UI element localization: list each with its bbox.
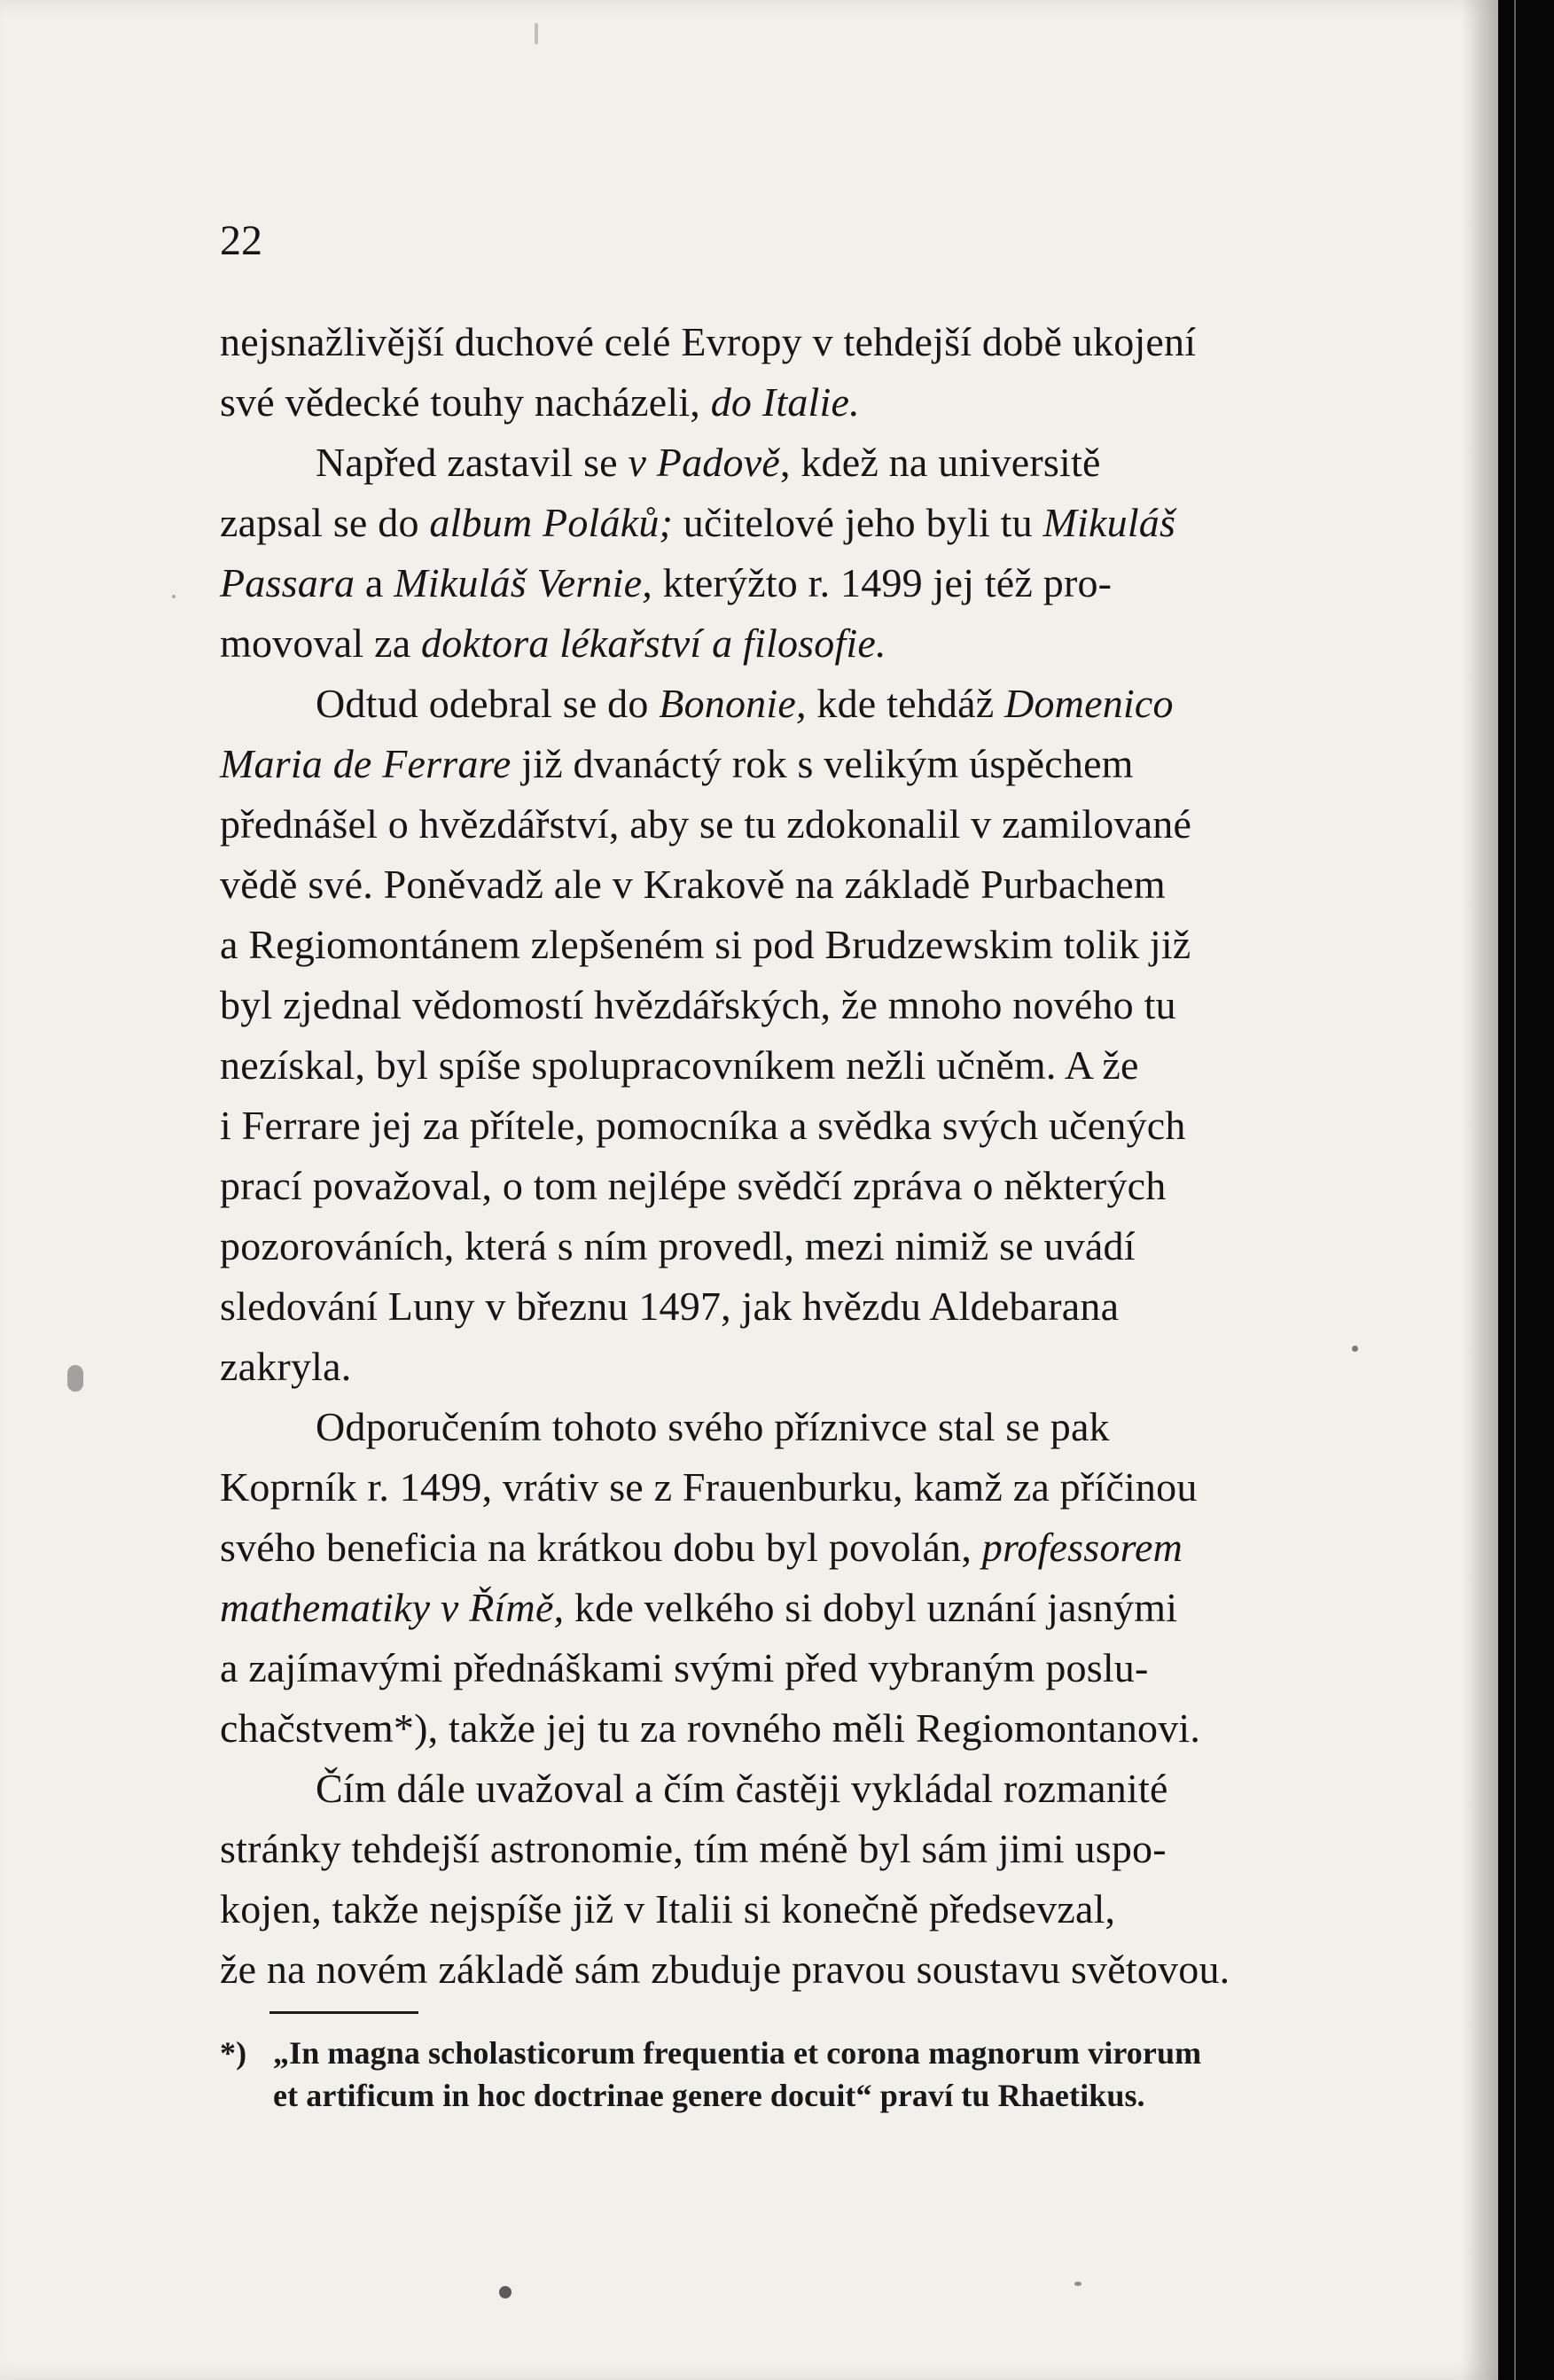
- scanner-dark-border: [1498, 0, 1554, 2380]
- line-21-prefix: svého beneficia na krátkou dobu byl povolán,: [220, 1525, 982, 1570]
- line-10: vědě své. Poněvadž ale v Krakově na základě Purbachem: [220, 862, 1166, 907]
- line-26: stránky tehdejší astronomie, tím méně byl sám jimi uspo-: [220, 1826, 1167, 1871]
- line-3-suffix: , kdež na universitě: [779, 440, 1101, 485]
- paragraph-5: [220, 1759, 1324, 2000]
- line-19: Odporučením tohoto svého příznivce stal se pak: [316, 1404, 1110, 1449]
- footnote-marker: *): [220, 2035, 247, 2071]
- line-5-suffix: kterýžto r. 1499 jej též pro-: [652, 560, 1113, 605]
- line-5-italic-2: Mikuláš Vernie,: [394, 560, 652, 605]
- line-11: a Regiomontánem zlepšeném si pod Brudzewskim tolik již: [220, 922, 1191, 967]
- page-edge-shadow: [1461, 0, 1498, 2380]
- line-21-italic: professorem: [981, 1525, 1183, 1570]
- line-5-middle: a: [355, 560, 394, 605]
- line-16: pozorováních, která s ním provedl, mezi nimiž se uvádí: [220, 1223, 1136, 1268]
- paragraph-4: [220, 1397, 1324, 1759]
- line-23: a zajímavými přednáškami svými před vybraným poslu-: [220, 1645, 1149, 1690]
- paragraph-1: [220, 312, 1324, 433]
- footnote-rule: [269, 2011, 418, 2014]
- line-7-italic-2: Domenico: [1004, 681, 1174, 726]
- line-20: Koprník r. 1499, vrátiv se z Frauenburku, kamž za příčinou: [220, 1464, 1198, 1510]
- line-4-prefix: zapsal se do: [220, 500, 430, 545]
- line-25: Čím dále uvažoval a čím častěji vykládal rozmanité: [316, 1766, 1168, 1811]
- ink-speck: [1074, 2282, 1082, 2286]
- line-4-italic-2: Mikuláš: [1043, 500, 1176, 545]
- line-6-prefix: movoval za: [220, 620, 422, 666]
- line-13: nezískal, byl spíše spolupracovníkem nežli učněm. A že: [220, 1042, 1139, 1088]
- line-3-italic: v Padově: [628, 440, 780, 485]
- footnote-line-1: [220, 2032, 1324, 2074]
- ink-speck: [172, 595, 176, 598]
- line-7-prefix: Odtud odebral se do: [316, 681, 660, 726]
- line-3-prefix: Napřed zastavil se: [316, 440, 629, 485]
- line-12: byl zjednal vědomostí hvězdářských, že mnoho nového tu: [220, 982, 1176, 1027]
- footnote-line-2: [220, 2074, 1324, 2117]
- line-17: sledování Luny v březnu 1497, jak hvězdu Aldebarana: [220, 1284, 1120, 1329]
- line-4-middle: učitelové jeho byli tu: [673, 500, 1043, 545]
- paragraph-3: [220, 674, 1324, 1397]
- line-22-suffix: kde velkého si dobyl uznání jasnými: [564, 1585, 1178, 1630]
- line-14: i Ferrare jej za přítele, pomocníka a svědka svých učených: [220, 1103, 1186, 1148]
- line-7-middle: kde tehdáž: [806, 681, 1005, 726]
- body-text: [220, 312, 1324, 2000]
- line-9: přednášel o hvězdářství, aby se tu zdokonalil v zamilované: [220, 801, 1192, 847]
- line-2-prefix: své vědecké touhy nacházeli,: [220, 379, 711, 425]
- line-1: nejsnažlivější duchové celé Evropy v tehdejší době ukojení: [220, 319, 1197, 364]
- line-2-italic: do Italie.: [710, 379, 860, 425]
- line-4-italic: album Poláků;: [429, 500, 674, 545]
- line-18: zakryla.: [220, 1344, 352, 1389]
- line-15: prací považoval, o tom nejlépe svědčí zpráva o některých: [220, 1163, 1167, 1208]
- footnote-text-1: „In magna scholasticorum frequentia et corona magnorum virorum: [273, 2035, 1202, 2071]
- line-8-suffix: již dvanáctý rok s velikým úspěchem: [511, 741, 1134, 786]
- line-28: že na novém základě sám zbuduje pravou soustavu světovou.: [220, 1947, 1230, 1992]
- line-6-italic: doktora lékařství a filosofie.: [421, 620, 886, 666]
- ink-speck: [499, 2286, 511, 2298]
- ink-speck: [1352, 1346, 1358, 1352]
- footnote-text-2: et artificum in hoc doctrinae genere docuit“ praví tu Rhaetikus.: [273, 2078, 1145, 2113]
- page-number: 22: [220, 217, 262, 264]
- line-5-italic: Passara: [220, 560, 355, 605]
- line-22-italic: mathematiky v Římě,: [220, 1585, 565, 1630]
- footnote: [220, 2032, 1324, 2117]
- line-24: chačstvem*), takže jej tu za rovného měli Regiomontanovi.: [220, 1705, 1201, 1751]
- line-27: kojen, takže nejspíše již v Italii si konečně předsevzal,: [220, 1886, 1116, 1931]
- line-7-italic: Bononie,: [659, 681, 807, 726]
- ink-speck: [67, 1365, 83, 1392]
- scanner-border-line: [1514, 0, 1516, 2380]
- line-8-italic: Maria de Ferrare: [220, 741, 511, 786]
- paragraph-2: [220, 433, 1324, 674]
- ink-speck: [535, 23, 538, 44]
